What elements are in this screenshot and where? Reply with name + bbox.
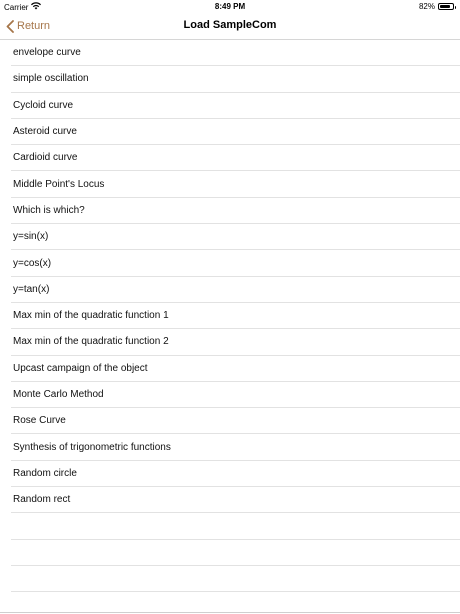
status-bar: [0, 0, 460, 14]
empty-row: [11, 513, 460, 539]
list-item[interactable]: Cycloid curve: [11, 93, 460, 119]
list-item[interactable]: envelope curve: [11, 40, 460, 66]
list-item[interactable]: Max min of the quadratic function 1: [11, 303, 460, 329]
battery-fill: [440, 5, 450, 8]
list-item[interactable]: Synthesis of trigonometric functions: [11, 434, 460, 460]
status-time: 8:49 PM: [214, 2, 246, 11]
list-item[interactable]: simple oscillation: [11, 66, 460, 92]
sample-list: [0, 40, 460, 592]
list-item[interactable]: Middle Point's Locus: [11, 171, 460, 197]
battery-percent: 82%: [418, 2, 435, 11]
navigation-bar: [0, 14, 460, 40]
status-right: [419, 2, 454, 11]
list-item[interactable]: y=sin(x): [11, 224, 460, 250]
list-item[interactable]: Cardioid curve: [11, 145, 460, 171]
page-title: Load SampleCom: [183, 19, 277, 31]
empty-row: [11, 540, 460, 566]
battery-icon: [438, 3, 454, 10]
list-item[interactable]: Monte Carlo Method: [11, 382, 460, 408]
return-label: Return: [17, 20, 51, 32]
list-item[interactable]: Which is which?: [11, 198, 460, 224]
list-item[interactable]: y=tan(x): [11, 277, 460, 303]
list-item[interactable]: Asteroid curve: [11, 119, 460, 145]
carrier-label: Carrier: [4, 2, 29, 12]
list-item[interactable]: Max min of the quadratic function 2: [11, 329, 460, 355]
bottom-divider: [0, 612, 460, 613]
list-item[interactable]: Upcast campaign of the object: [11, 356, 460, 382]
empty-row: [11, 566, 460, 592]
list-item[interactable]: Random rect: [11, 487, 460, 513]
list-item[interactable]: Random circle: [11, 461, 460, 487]
list-item[interactable]: Rose Curve: [11, 408, 460, 434]
list-item[interactable]: y=cos(x): [11, 250, 460, 276]
